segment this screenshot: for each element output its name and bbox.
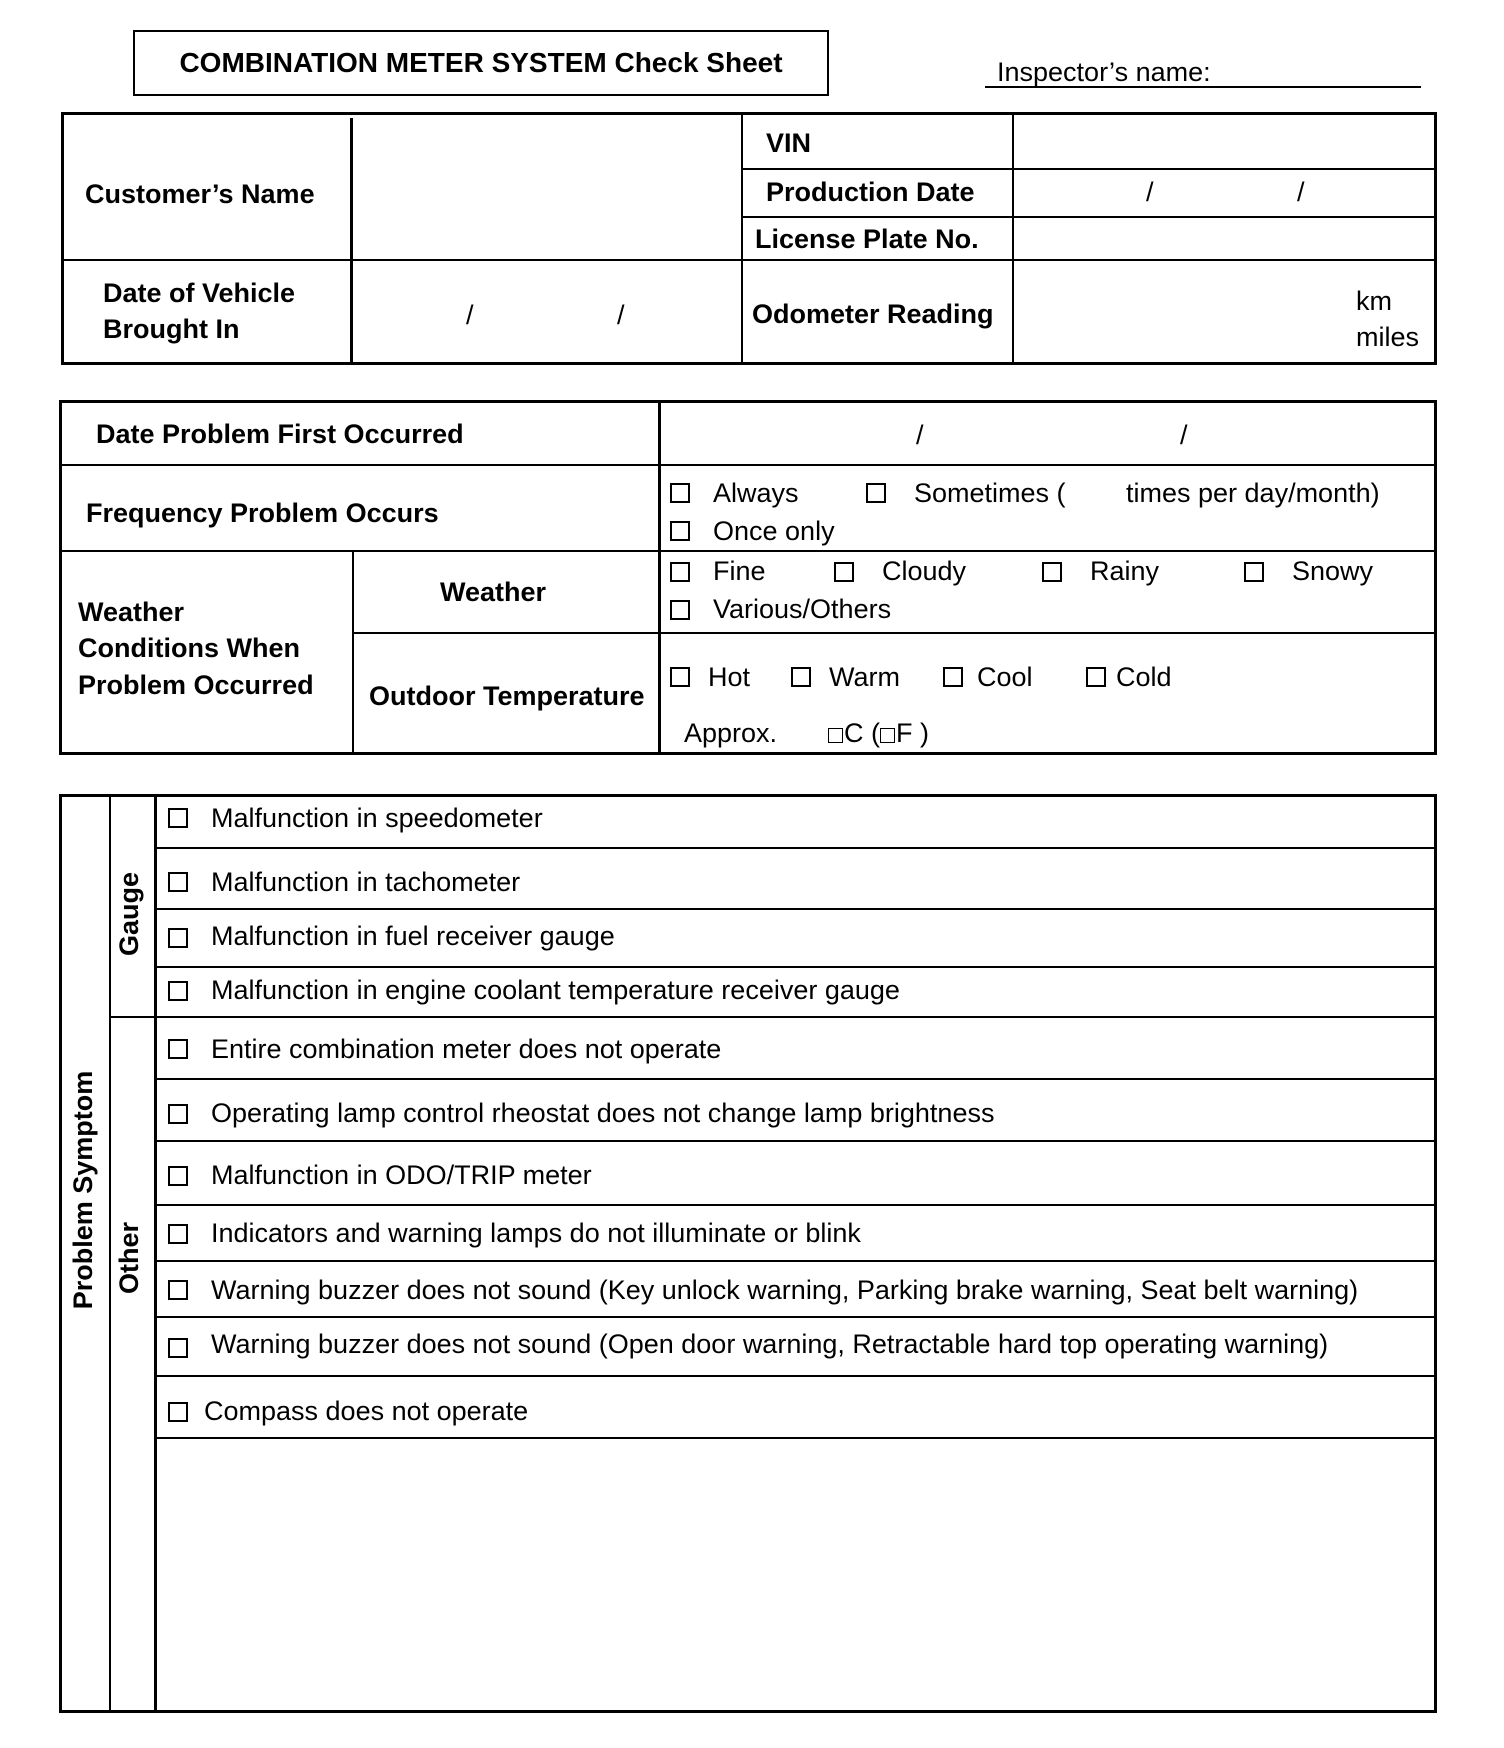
fahrenheit-checkbox[interactable]: [880, 728, 895, 743]
snowy-checkbox[interactable]: [1244, 562, 1264, 582]
frequency-label: Frequency Problem Occurs: [86, 498, 439, 528]
symptom-label: Malfunction in speedometer: [211, 803, 543, 833]
symptom-label: Indicators and warning lamps do not illuminate or blink: [211, 1218, 861, 1248]
notes-area[interactable]: [157, 1439, 1434, 1710]
warm-option-label: Warm: [829, 662, 900, 692]
once-only-checkbox[interactable]: [670, 521, 690, 541]
odometer-label: Odometer Reading: [752, 299, 994, 329]
vin-field[interactable]: [1014, 115, 1434, 168]
date-first-occurred-field[interactable]: [661, 403, 1434, 464]
symptom-checkbox[interactable]: [168, 808, 188, 828]
symptom-checkbox[interactable]: [168, 1402, 188, 1422]
symptom-label: Malfunction in ODO/TRIP meter: [211, 1160, 592, 1190]
sometimes-option-label: Sometimes (: [914, 478, 1066, 508]
sometimes-checkbox[interactable]: [866, 483, 886, 503]
cool-checkbox[interactable]: [943, 667, 963, 687]
celsius-checkbox[interactable]: [828, 728, 843, 743]
symptom-checkbox[interactable]: [168, 1338, 188, 1358]
gauge-label: Gauge: [114, 871, 144, 957]
celsius-label: C (: [844, 718, 880, 748]
inspector-name-field[interactable]: Inspector’s name:: [985, 56, 1421, 88]
always-checkbox[interactable]: [670, 483, 690, 503]
weather-conditions-label: Conditions When: [78, 633, 300, 663]
symptom-checkbox[interactable]: [168, 1104, 188, 1124]
other-label: Other: [114, 1222, 144, 1295]
symptom-checkbox[interactable]: [168, 1280, 188, 1300]
cold-checkbox[interactable]: [1086, 667, 1106, 687]
date-brought-in-field[interactable]: [353, 261, 741, 362]
symptom-label: Malfunction in engine coolant temperature receiver gauge: [211, 975, 900, 1005]
cold-option-label: Cold: [1116, 662, 1172, 692]
date-first-occurred-separator: /: [1180, 420, 1188, 450]
symptom-checkbox[interactable]: [168, 928, 188, 948]
fine-checkbox[interactable]: [670, 562, 690, 582]
snowy-option-label: Snowy: [1292, 556, 1374, 586]
symptom-label: Warning buzzer does not sound (Open door warning, Retractable hard top operating warning): [211, 1329, 1329, 1359]
various-others-option-label: Various/Others: [713, 594, 892, 624]
symptom-label: Warning buzzer does not sound (Key unlock warning, Parking brake warning, Seat belt warning): [211, 1275, 1359, 1305]
symptom-checkbox[interactable]: [168, 981, 188, 1001]
symptom-label: Entire combination meter does not operate: [211, 1034, 722, 1064]
fahrenheit-label: F ): [896, 718, 929, 748]
date-brought-in-separator: /: [466, 300, 474, 330]
date-brought-in-label: Date of Vehicle: [103, 278, 296, 308]
date-first-occurred-label: Date Problem First Occurred: [96, 419, 464, 449]
date-first-occurred-separator: /: [916, 420, 924, 450]
various-others-checkbox[interactable]: [670, 600, 690, 620]
sometimes-suffix-label: times per day/month): [1126, 478, 1380, 508]
cloudy-option-label: Cloudy: [882, 556, 967, 586]
odometer-unit-miles: miles: [1356, 322, 1420, 352]
vin-label: VIN: [766, 128, 812, 158]
hot-option-label: Hot: [708, 662, 751, 692]
approx-label: Approx.: [684, 718, 778, 748]
symptom-checkbox[interactable]: [168, 1039, 188, 1059]
production-date-field[interactable]: [1014, 170, 1434, 216]
production-date-separator: /: [1146, 177, 1154, 207]
symptom-checkbox[interactable]: [168, 1224, 188, 1244]
temperature-unit-selector: [828, 718, 929, 748]
symptom-label: Malfunction in tachometer: [211, 867, 521, 897]
problem-symptom-label: Problem Symptom: [68, 1070, 98, 1310]
outdoor-temperature-label: Outdoor Temperature: [369, 681, 645, 711]
date-brought-in-label: Brought In: [103, 314, 240, 344]
license-plate-field[interactable]: [1014, 218, 1434, 259]
date-brought-in-separator: /: [617, 300, 625, 330]
weather-label: Weather: [440, 577, 547, 607]
production-date-separator: /: [1297, 177, 1305, 207]
weather-conditions-label: Problem Occurred: [78, 670, 314, 700]
once-only-option-label: Once only: [713, 516, 835, 546]
fine-option-label: Fine: [713, 556, 766, 586]
rainy-checkbox[interactable]: [1042, 562, 1062, 582]
license-plate-label: License Plate No.: [755, 224, 979, 254]
production-date-label: Production Date: [766, 177, 975, 207]
rainy-option-label: Rainy: [1090, 556, 1160, 586]
check-sheet-title: COMBINATION METER SYSTEM Check Sheet: [133, 30, 829, 96]
weather-conditions-label: Weather: [78, 597, 185, 627]
odometer-unit-km: km: [1356, 286, 1392, 316]
symptom-label: Operating lamp control rheostat does not change lamp brightness: [211, 1098, 995, 1128]
symptom-checkbox[interactable]: [168, 1166, 188, 1186]
warm-checkbox[interactable]: [791, 667, 811, 687]
symptom-label: Compass does not operate: [204, 1396, 529, 1426]
cloudy-checkbox[interactable]: [834, 562, 854, 582]
customer-name-field[interactable]: [353, 115, 741, 259]
customer-name-label: Customer’s Name: [85, 179, 315, 209]
hot-checkbox[interactable]: [670, 667, 690, 687]
cool-option-label: Cool: [977, 662, 1033, 692]
symptom-checkbox[interactable]: [168, 872, 188, 892]
symptom-label: Malfunction in fuel receiver gauge: [211, 921, 615, 951]
always-option-label: Always: [713, 478, 799, 508]
